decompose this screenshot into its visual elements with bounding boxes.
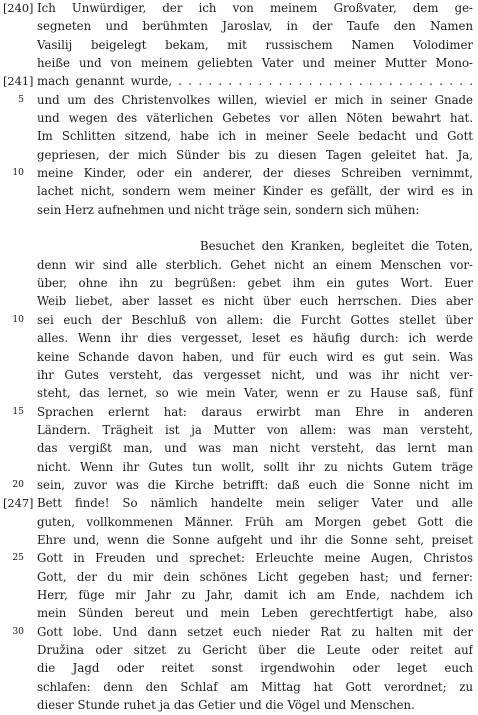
text-line: und um des Christenvolkes willen, wieviel er mich in seiner Gnade [37, 92, 473, 107]
text-line: Ehre und, wenn die Sonne aufgeht und ihr die Sonne seht, preiset [37, 532, 473, 547]
text-line: keine Schande davon haben, und für euch wird es gut sein. Was [37, 349, 473, 364]
text-line: Gott, der du mir dein schönes Licht gegeben hast; und ferner: [37, 569, 473, 584]
text-line: über, ohne ihn zu begrüßen: gebet ihm ein gutes Wort. Euer [37, 276, 473, 291]
text-line: sein Herz aufnehmen und nicht träge sein, sondern sich mühen: [37, 202, 420, 217]
line-number: 15 [12, 406, 24, 417]
text-line: Družina oder sitzet zu Gericht über die Leute oder reitet auf [37, 642, 473, 657]
text-line: und wegen des väterlichen Gebetes vor allen Nöten bewahrt hat. [37, 111, 473, 126]
text-line: Besuchet den Kranken, begleitet die Toten, [200, 239, 473, 254]
line-number: 10 [12, 314, 24, 325]
text-line: Vasilij beigelegt bekam, mit russischem Namen Volodimer [37, 37, 473, 52]
text-line: Ländern. Trägheit ist ja Mutter von allem: was man versteht, [37, 422, 473, 437]
text-line: die Jagd oder reitet sonst irgendwohin oder leget euch [37, 661, 473, 676]
text-line: das vergißt man, und was man nicht versteht, das lernt man [37, 441, 473, 456]
text-line: alles. Wenn ihr dies vergesset, leset es häufig durch: ich werde [37, 331, 473, 346]
text-line: Bett finde! So nämlich handelte mein seliger Vater und alle [37, 496, 473, 511]
text-line: ihr Gutes versteht, das vergesset nicht, und was ihr nicht ver- [37, 367, 473, 382]
text-line: gepriesen, der mich Sünder bis zu diesen Tagen geleitet hat. Ja, [37, 147, 473, 162]
text-line: meine Kinder, oder ein anderer, der dieses Schreiben vernimmt, [37, 166, 473, 181]
text-line: lachet nicht, sondern wem meiner Kinder es gefällt, der wird es in [37, 184, 473, 199]
text-line: segneten und berühmten Jaroslav, in der Taufe den Namen [37, 19, 473, 34]
line-number: 20 [12, 479, 24, 490]
text-line: nicht. Wenn ihr Gutes tun wollt, sollt ihr zu nichts Gutem träge [37, 459, 473, 474]
text-line: Gott in Freuden und sprechet: Erleuchte meine Augen, Christos [37, 551, 473, 566]
page-reference-mark: [240] [3, 1, 34, 15]
text-line: schlafen: denn den Schlaf am Mittag hat Gott verordnet; zu [37, 679, 473, 694]
text-line: Im Schlitten sitzend, habe ich in meiner Seele bedacht und Gott [37, 129, 473, 144]
line-number: 30 [12, 626, 24, 637]
text-line: Ich Unwürdiger, der ich von meinem Großvater, dem ge- [37, 1, 473, 15]
text-line: guten, vollkommenen Männer. Früh am Morgen gebet Gott die [37, 514, 473, 529]
text-line: Weib liebet, aber lasset es nicht über euch herrschen. Dies aber [37, 294, 473, 309]
line-number: 5 [18, 94, 24, 105]
page-reference-mark: [247] [3, 496, 34, 511]
text-line: Sprachen erlernt hat: daraus erwirbt man Ehre in anderen [37, 404, 473, 419]
text-line: sein, zuvor was die Kirche betrifft: daß euch die Sonne nicht im [37, 477, 473, 492]
page-reference-mark: [241] [3, 74, 34, 89]
text-line: mein Sünden bereut und mein Leben gerechtfertigt habe, also [37, 606, 473, 621]
text-line: mach genannt wurde, . . . . . . . . . . . . . . . . . . . . . . . . . . . . . . [37, 74, 473, 89]
text-line: Gott lobe. Und dann setzet euch nieder Rat zu halten mit der [37, 624, 473, 639]
text-line: Herr, füge mir Jahr zu Jahr, damit ich am Ende, nachdem ich [37, 587, 473, 602]
text-line: denn wir sind alle sterblich. Gehet nicht an einem Menschen vor- [37, 257, 473, 272]
text-line: steht, das lernet, so wie mein Vater, wenn er zu Hause saß, fünf [37, 386, 473, 401]
text-line: heiße und von meinem geliebten Vater und meiner Mutter Mono- [37, 56, 473, 71]
text-line: dieser Stunde ruhet ja das Getier und die Vögel und Menschen. [37, 698, 415, 712]
text-line: sei euch der Beschluß von allem: die Furcht Gottes stellet über [37, 312, 473, 327]
line-number: 10 [12, 168, 24, 179]
line-number: 25 [12, 553, 24, 564]
